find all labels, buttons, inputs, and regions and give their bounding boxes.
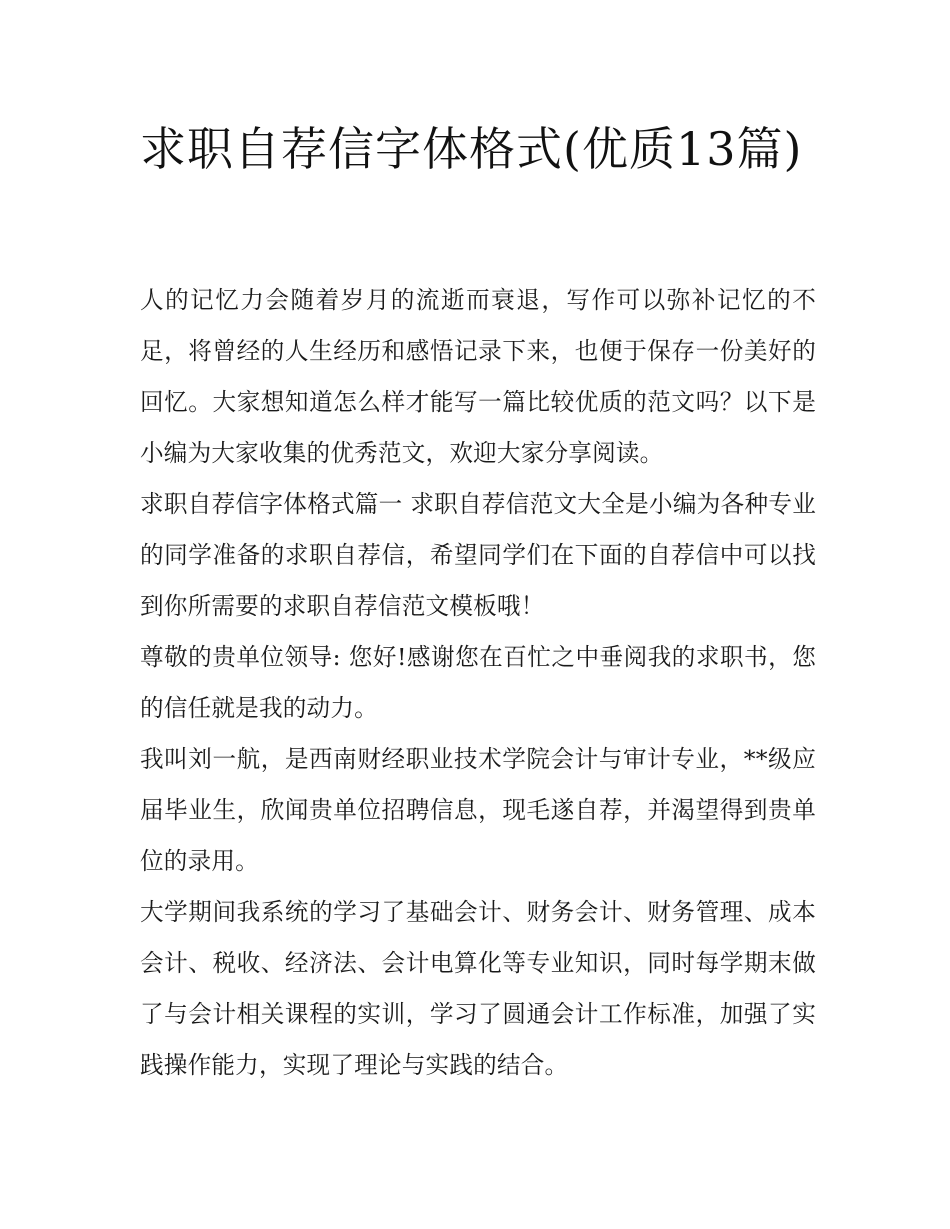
paragraph-greeting: 尊敬的贵单位领导: 您好!感谢您在百忙之中垂阅我的求职书，您的信任就是我的动力。 <box>140 643 816 722</box>
document-body <box>140 275 816 1091</box>
document-title: 求职自荐信字体格式(优质13篇) <box>140 122 803 176</box>
paragraph-section-one: 求职自荐信字体格式篇一 求职自荐信范文大全是小编为各种专业的同学准备的求职自荐信，希望同学们在下面的自荐信中可以找到你所需要的求职自荐信范文模板哦！ <box>140 490 816 620</box>
paragraph-intro: 人的记忆力会随着岁月的流逝而衰退，写作可以弥补记忆的不足，将曾经的人生经历和感悟记录下来，也便于保存一份美好的回忆。大家想知道怎么样才能写一篇比较优质的范文吗？以下是小编为大家收集的优秀范文，欢迎大家分享阅读。 <box>140 286 816 467</box>
paragraph-self-introduction: 我叫刘一航，是西南财经职业技术学院会计与审计专业，**级应届毕业生，欣闻贵单位招聘信息，现毛遂自荐，并渴望得到贵单位的录用。 <box>140 745 816 875</box>
paragraph-studies: 大学期间我系统的学习了基础会计、财务会计、财务管理、成本会计、税收、经济法、会计电算化等专业知识，同时每学期末做了与会计相关课程的实训，学习了圆通会计工作标准，加强了实践操作能力，实现了理论与实践的结合。 <box>140 898 816 1079</box>
